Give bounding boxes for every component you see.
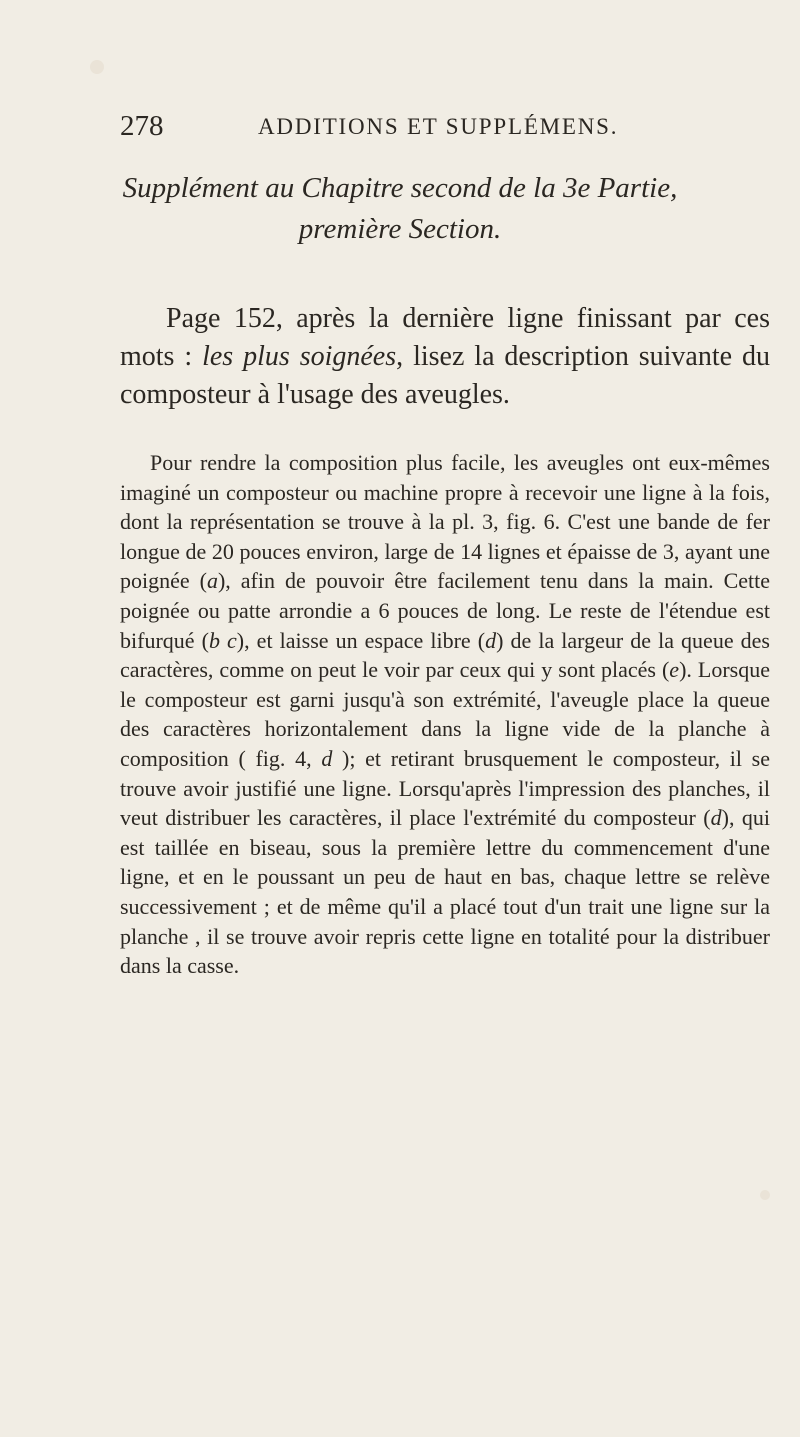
body-seg-7: ), qui est taillée en biseau, sous la première lettre du commencement d'une ligne, et en le poussant un peu de haut en bas, chaque lettre se relève successivement ; et de même qu'il a placé tout d'un trait une ligne sur la planche , il se trouve avoir repris cette ligne en totalité pour la distribuer dans la casse. <box>120 805 770 979</box>
ref-e: e <box>669 657 680 683</box>
body-seg-5: ). Lorsque le composteur est garni jusqu'à son extrémité, l'aveugle place la queue des caractères horizontalement dans la ligne vide de la planche à composition ( fig. 4, <box>120 657 770 771</box>
page-header <box>120 110 760 150</box>
section-title-line-2: première Section. <box>298 213 502 245</box>
ref-a: a <box>206 568 218 594</box>
ref-d: d <box>321 745 333 771</box>
paper-stain <box>90 60 104 74</box>
description-paragraph <box>120 448 770 981</box>
intro-text-2: , lisez la description suivante du composteur à l'usage des aveugles. <box>120 341 770 410</box>
intro-paragraph <box>120 300 770 414</box>
section-title-line-1: Supplément au Chapitre second de la 3e Partie, <box>122 172 678 204</box>
body-seg-6: ); et retirant brusquement le composteur, il se trouve avoir justifié une ligne. Lorsqu'après l'impression des planches, il veut distribuer les caractères, il place l'extrémité du composteur ( <box>120 745 770 831</box>
ref-d: d <box>710 805 722 831</box>
paper-stain <box>760 1190 770 1200</box>
running-head: ADDITIONS ET SUPPLÉMENS. <box>258 114 619 139</box>
body-seg-2: ), afin de pouvoir être facilement tenu dans la main. Cette poignée ou patte arrondie a 6 pouces de long. Le reste de l'étendue est bifurqué ( <box>120 568 770 653</box>
page-number: 278 <box>120 110 164 142</box>
body-seg-1: Pour rendre la composition plus facile, les aveugles ont eux-mêmes imaginé un composteur ou machine propre à recevoir une ligne à la fois, dont la représentation se trouve à la pl. 3, fig. 6. C'est une bande de fer longue de 20 pouces environ, large de 14 lignes et épaisse de 3, ayant une poignée ( <box>120 450 770 594</box>
ref-d: d <box>485 627 497 653</box>
section-title <box>80 168 720 250</box>
ref-bc: b c <box>208 627 237 653</box>
intro-quote: les plus soignées <box>202 341 397 372</box>
intro-text-1: Page 152, après la dernière ligne finissant par ces mots : <box>120 303 770 372</box>
body-seg-4: ) de la largeur de la queue des caractères, comme on peut le voir par ceux qui y sont placés ( <box>120 627 770 683</box>
body-seg-3: ), et laisse un espace libre ( <box>236 627 486 653</box>
